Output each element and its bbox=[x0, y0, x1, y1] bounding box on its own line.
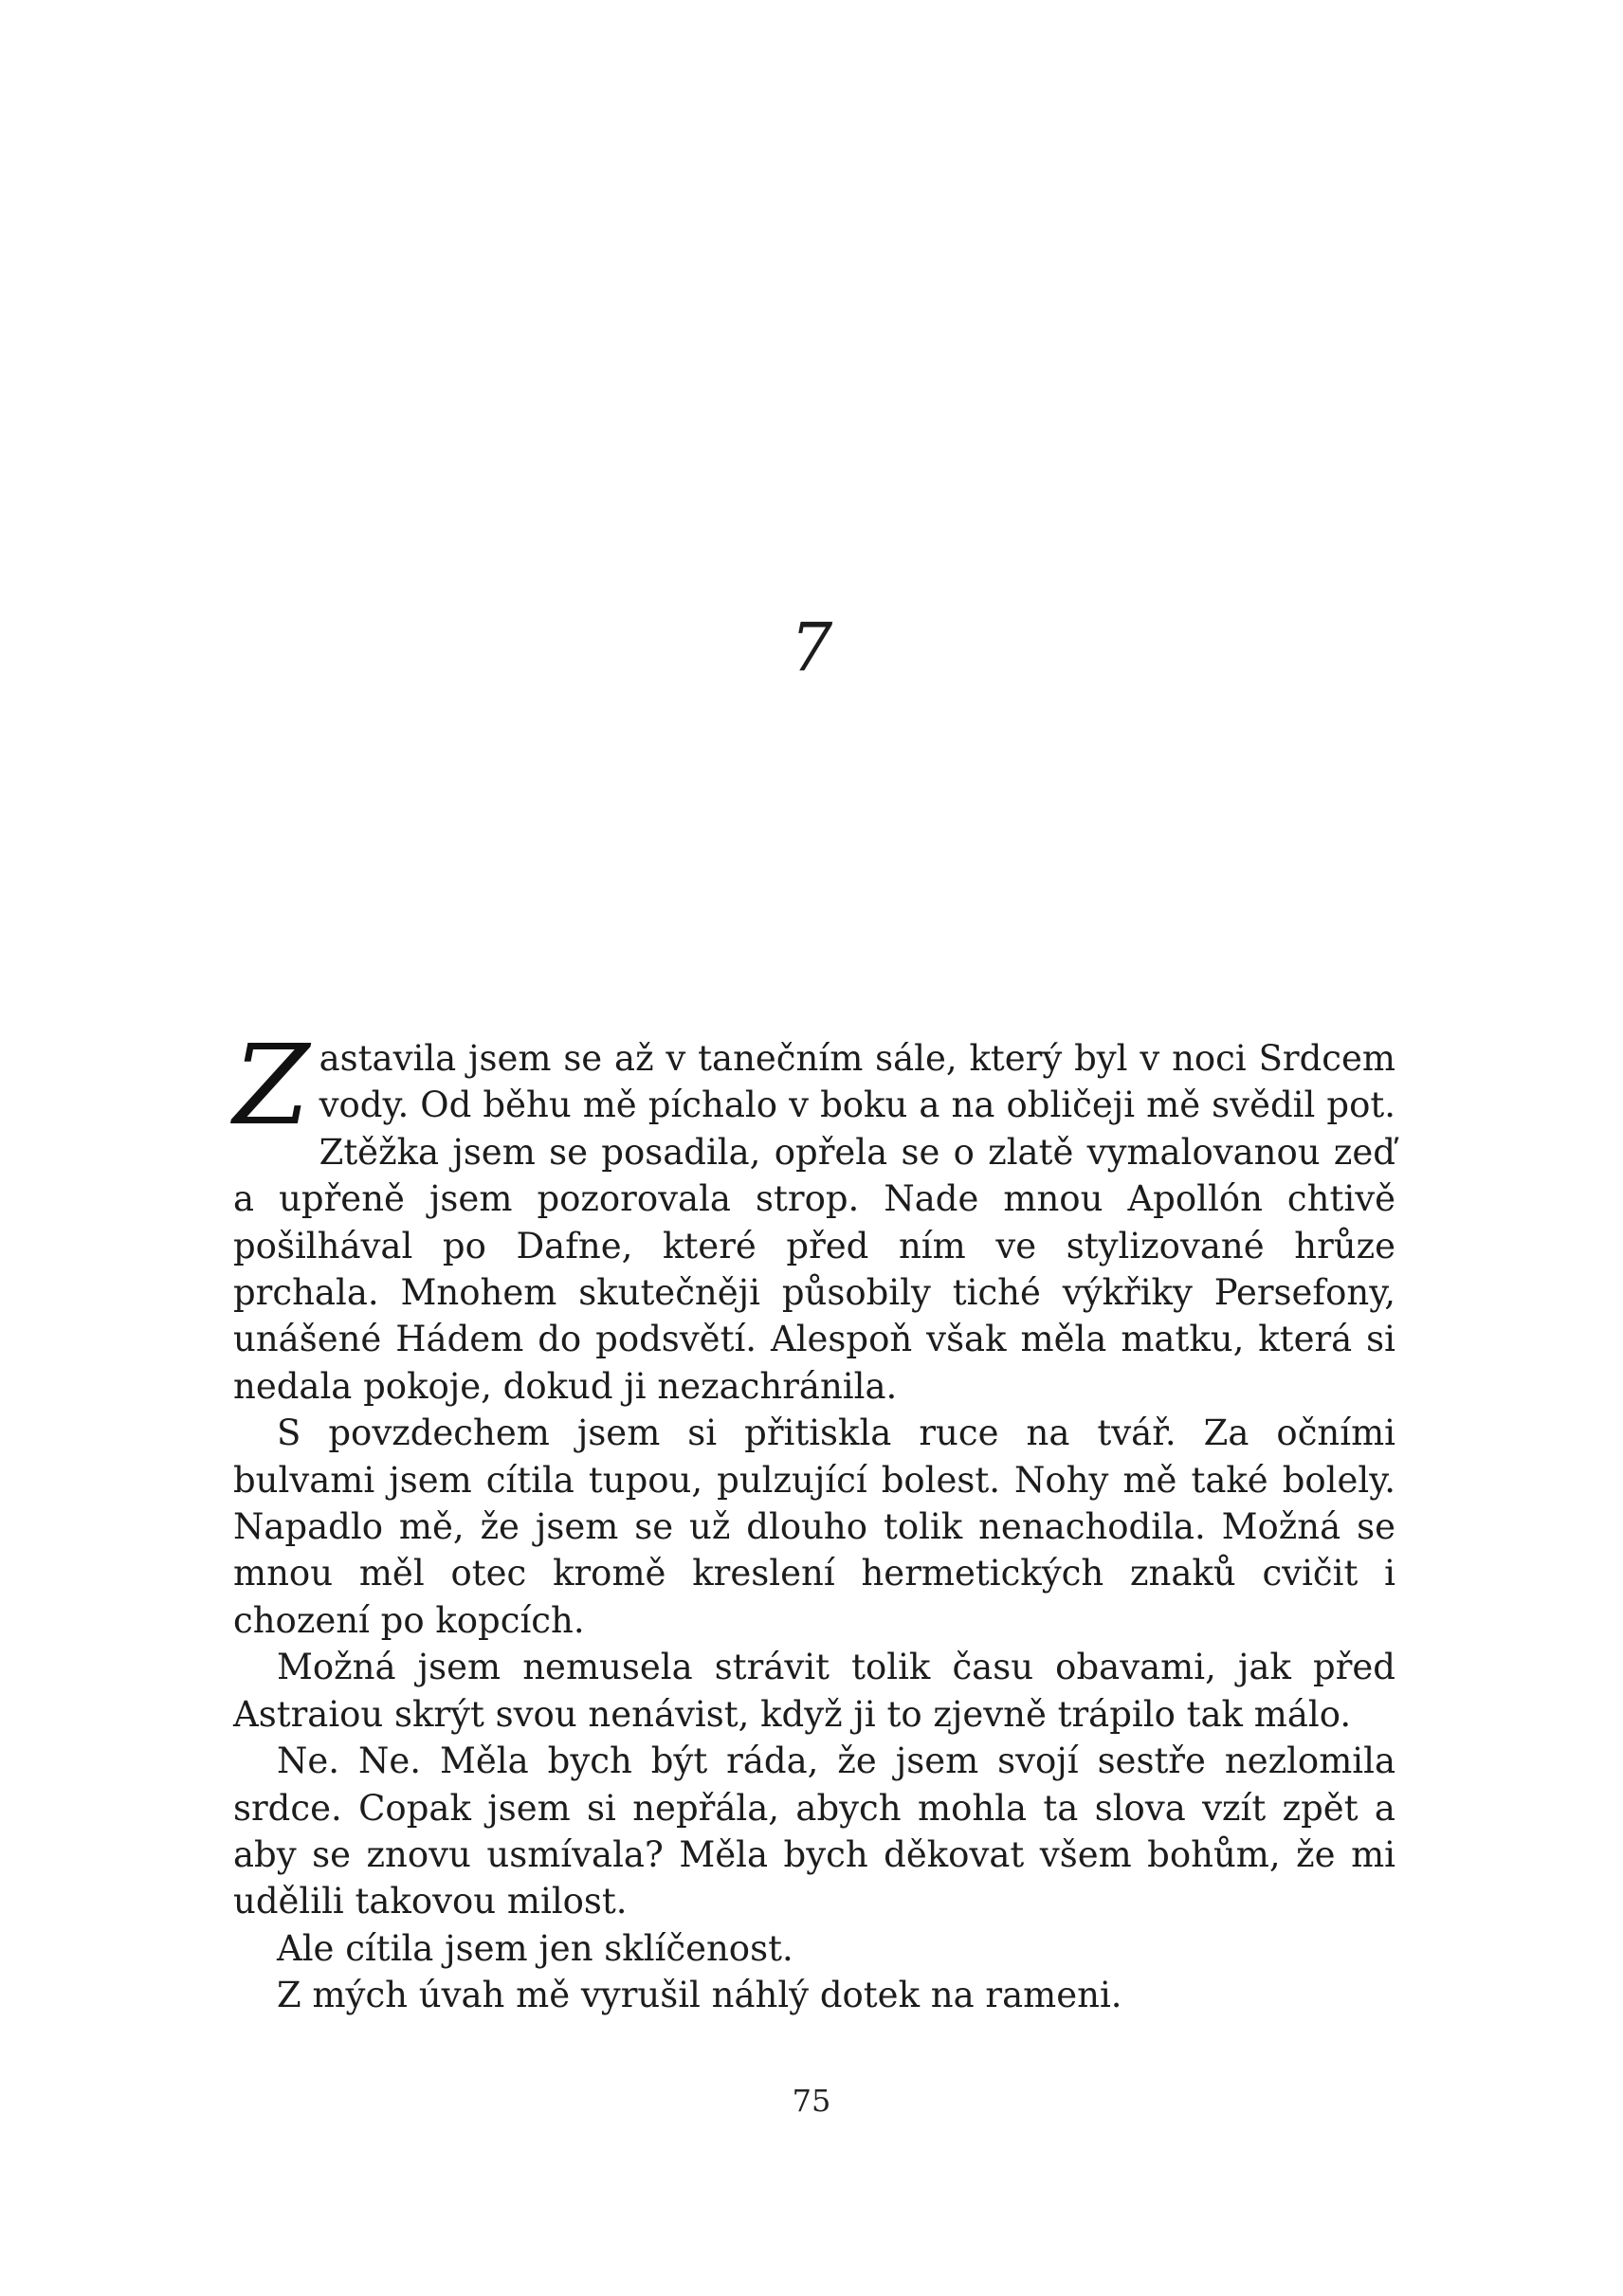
paragraph: Možná jsem nemusela strávit tolik času obavami, jak před Astraiou skrýt svou nenávist, když ji to zjevně trápilo tak málo. bbox=[233, 1647, 1395, 1735]
paragraph: Z mých úvah mě vyrušil náhlý dotek na rameni. bbox=[277, 1975, 1122, 2016]
chapter-body bbox=[233, 1022, 1395, 2019]
page-number: 75 bbox=[792, 2083, 831, 2119]
paragraph: Ale cítila jsem jen sklíčenost. bbox=[277, 1927, 793, 1969]
paragraph bbox=[233, 1022, 1395, 1410]
paragraph: S povzdechem jsem si přitiskla ruce na tvář. Za očními bulvami jsem cítila tupou, pulzující bolest. Nohy mě také bolely. Napadlo mě, že jsem se už dlouho tolik nenachodila. Možná se mnou měl otec kromě kreslení hermetických znaků cvičit i chození po kopcích. bbox=[233, 1412, 1395, 1641]
chapter-number: 7 bbox=[790, 609, 833, 686]
drop-cap: Z bbox=[233, 1022, 310, 1150]
paragraph-text: astavila jsem se až v tanečním sále, který byl v noci Srdcem vody. Od běhu mě píchalo v boku a na obličeji mě svědil pot. Ztěžka jsem se posadila, opřela se o zlatě vymalovanou zeď a upřeně jsem pozorovala strop. Nade mnou Apollón chtivě pošilhával po Dafne, které před ním ve stylizované hrůze prchala. Mnohem skutečněji působily tiché výkřiky Persefony, unášené Hádem do podsvětí. Alespoň však měla matku, která si nedala pokoje, dokud ji nezachránila. bbox=[233, 1038, 1395, 1407]
paragraph: Ne. Ne. Měla bych být ráda, že jsem svojí sestře nezlomila srdce. Copak jsem si nepřála, abych mohla ta slova vzít zpět a aby se znovu usmívala? Měla bych děkovat všem bohům, že mi udělili takovou milost. bbox=[233, 1740, 1395, 1922]
